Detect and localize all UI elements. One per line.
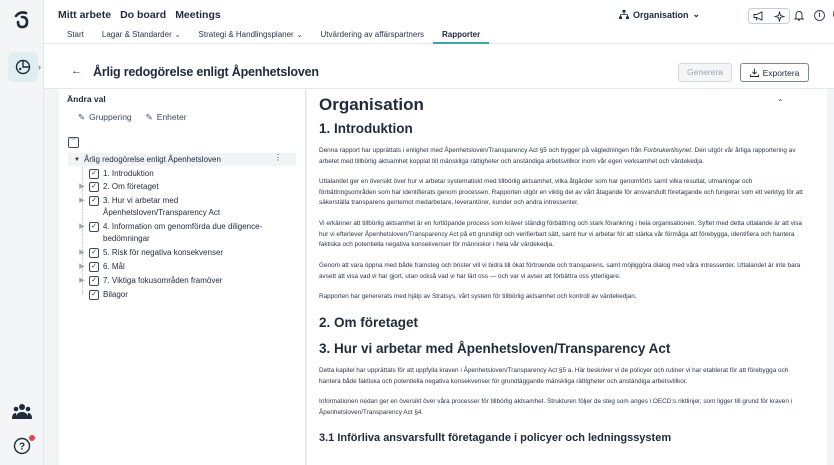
quick-actions-group xyxy=(748,8,790,24)
tree-item[interactable] xyxy=(75,275,283,287)
organisation-selector[interactable] xyxy=(619,9,700,20)
page-title: Årlig redogörelse enligt Åpenhetsloven xyxy=(93,65,319,79)
organisation-label: Organisation xyxy=(633,9,689,20)
reports-nav-item[interactable] xyxy=(8,52,38,82)
tree-item[interactable] xyxy=(75,247,283,259)
panel-actions xyxy=(78,112,187,123)
tree-root-label: Årlig redogörelse enligt Åpenhetsloven xyxy=(83,155,221,164)
kebab-menu-icon[interactable]: ⋮ xyxy=(274,153,282,162)
checkbox-checked[interactable]: ✓ xyxy=(89,290,99,300)
left-rail xyxy=(0,0,44,465)
paragraph: Vi erkänner att tillbörlig aktsamhet är en fortlöpande process som kräver ständig förbättring och stark förankring i hela organisationen. Syftet med detta uttalande är att visa hur vi efterlever Åpenhetsloven/Transparency Act på ett grundligt och verifierbart sätt, samt hur vi arbetar för att stärka vår förmåga att förebygga, identifiera och hantera faktiska och potentiella negativa konsekvenser för människor i hela vår värdekedja. xyxy=(319,220,802,248)
checkbox-checked[interactable]: ✓ xyxy=(89,182,99,192)
info-icon[interactable]: i xyxy=(814,10,825,21)
tree-item[interactable] xyxy=(75,261,283,273)
section-heading: 1. Introduktion xyxy=(319,121,413,136)
triangle-right-icon[interactable]: ▶ xyxy=(79,197,85,204)
help-icon[interactable] xyxy=(13,437,31,455)
double-chevron-icon: ︾ xyxy=(70,139,77,145)
tab-strategi-handlingsplaner[interactable]: Strategi & Handlingsplaner ⌄ xyxy=(198,30,303,39)
download-icon xyxy=(750,68,759,77)
nav-do-board[interactable]: Do board xyxy=(120,9,167,21)
tree-item-label: 7. Viktiga fokusområden framöver xyxy=(103,276,223,285)
paragraph: Uttalandet ger en översikt över hur vi arbetar systematiskt med tillbörlig aktsamhet, vilka åtgärder som har genomförts samt vilka resultat, utmaningar och förbättringsområden som har identifierats genom processen. Rapporten utgör en viktig del av vårt åtagande för ansvarsfullt företagande och fungerar som ett verktyg för att säkerställa transparens gentemot medarbetare, leverantörer, kunder och andra intressenter. xyxy=(319,178,803,206)
export-button[interactable] xyxy=(740,63,809,82)
section-heading: 2. Om företaget xyxy=(319,315,419,330)
tree-item-label: 2. Om företaget xyxy=(103,182,159,191)
bell-icon[interactable] xyxy=(794,10,804,21)
chevron-down-icon: ⌄ xyxy=(692,9,701,19)
triangle-right-icon[interactable]: ▶ xyxy=(79,277,85,284)
paragraph: Genom att vara öppna med både framsteg och brister vill vi bidra till ökat förtroende och transparens, samt möjliggöra dialog med våra intressenter. Uttalandet är inte bara avsett att visa vad vi har gjort, utan också vad vi har lärt oss — och var vi avser att förbättra oss ytterligare. xyxy=(319,262,801,280)
back-arrow-icon[interactable]: ← xyxy=(71,65,82,77)
main-nav xyxy=(58,9,221,21)
tree-item[interactable] xyxy=(75,289,283,301)
tab-lagar-standarder[interactable]: Lagar & Standarder ⌄ xyxy=(101,30,181,39)
tab-utvardering[interactable]: Utvärdering av affärspartners xyxy=(320,30,424,39)
triangle-right-icon[interactable]: ▶ xyxy=(79,249,85,256)
paragraph: Detta kapitel har upprättats för att uppfylla kraven i Åpenhetsloven/Transparency Act §5 a. Här beskriver vi de policyer och rutiner vi har etablerat för att förebygga och hantera både faktiska och potentiella negativa konsekvenser för grundläggande mänskliga rättigheter och anständiga arbetsvillkor. xyxy=(319,367,789,385)
paragraph: Denna rapport har upprättats i enlighet med Åpenhetsloven/Transparency Act §5 och bygger på vägledningen från Forbrukertilsynet. Den utgör vår årliga rapportering av arbetet med tillbörlig aktsamhet kopplat till mänskliga rättigheter och anständiga arbetsvillkor inom vår egen verksamhet och värdekedja. xyxy=(319,147,796,165)
panel-title: Ändra val xyxy=(67,94,106,104)
nav-meetings[interactable]: Meetings xyxy=(175,9,221,21)
paragraph: Rapporten har genererats med hjälp av Stratsys, vårt system för tillbörlig aktsamhet och kontroll av värdekedjan. xyxy=(319,293,637,300)
generate-button[interactable]: Generera xyxy=(678,63,732,82)
triangle-right-icon[interactable]: ▶ xyxy=(79,263,85,270)
subsection-heading: 3.1 Införliva ansvarsfullt företagande i policyer och ledningssystem xyxy=(319,432,672,444)
tree-item-label: 6. Mål xyxy=(103,262,125,271)
svg-text:?: ? xyxy=(18,441,26,453)
tree-item[interactable] xyxy=(75,195,253,219)
tree-item[interactable] xyxy=(75,221,278,245)
checkbox-checked[interactable]: ✓ xyxy=(89,222,99,232)
stratsys-logo[interactable] xyxy=(11,8,33,30)
sub-nav-tabs xyxy=(67,30,489,44)
grouping-button[interactable]: ✎ Gruppering xyxy=(78,112,132,122)
team-icon[interactable] xyxy=(12,402,32,420)
tree-item-label: Bilagor xyxy=(103,290,128,299)
chevron-up-icon[interactable]: ⌃ xyxy=(777,98,784,107)
nav-mitt-arbete[interactable]: Mitt arbete xyxy=(58,9,112,21)
page-header xyxy=(44,44,834,89)
tree-root-row[interactable] xyxy=(68,153,296,166)
tree-item[interactable] xyxy=(75,181,283,193)
tree-item-label: 3. Hur vi arbetar med Åpenhetsloven/Transparency Act xyxy=(103,196,221,217)
collapse-all-button[interactable] xyxy=(68,137,79,148)
checkbox-checked[interactable]: ✓ xyxy=(89,262,99,272)
top-navigation xyxy=(44,0,834,44)
tree-item-label: 5. Risk för negativa konsekvenser xyxy=(103,248,224,257)
megaphone-icon[interactable] xyxy=(753,11,765,21)
triangle-down-icon[interactable]: ▼ xyxy=(74,156,80,163)
triangle-right-icon[interactable]: ▶ xyxy=(79,183,85,190)
export-label: Exportera xyxy=(762,67,800,78)
tab-start[interactable]: Start xyxy=(67,30,84,39)
checkbox-checked[interactable]: ✓ xyxy=(89,196,99,206)
tab-rapporter[interactable]: Rapporter xyxy=(433,30,489,44)
pencil-icon: ✎ xyxy=(78,112,86,122)
section-heading: 3. Hur vi arbetar med Åpenhetsloven/Transparency Act xyxy=(319,341,671,356)
paragraph: Informationen nedan ger en översikt över våra processer för tillbörlig aktsamhet. Strukturen följer de steg som anges i OECD:s riktlinjer, som ligger till grund för kraven i Åpenhetsloven/Transparency Act §4. xyxy=(319,398,793,416)
notification-dot xyxy=(29,435,35,441)
checkbox-checked[interactable]: ✓ xyxy=(89,248,99,258)
tree-item-label: 4. Information om genomförda due diligence-bedömningar xyxy=(103,222,263,243)
chevron-down-icon: ⌄ xyxy=(172,32,181,39)
tree-item-label: 1. Introduktion xyxy=(103,169,154,178)
selection-panel xyxy=(59,89,306,465)
chevron-right-icon[interactable]: › xyxy=(38,62,41,72)
tree-item[interactable] xyxy=(75,168,283,180)
pencil-icon: ✎ xyxy=(145,112,153,122)
chevron-down-icon: ⌄ xyxy=(294,32,303,39)
hierarchy-icon xyxy=(619,10,629,19)
triangle-right-icon[interactable]: ▶ xyxy=(79,223,85,230)
report-icon xyxy=(14,58,32,76)
units-button[interactable]: ✎ Enheter xyxy=(145,112,187,122)
organisation-heading: Organisation xyxy=(319,95,424,114)
sparkle-icon[interactable] xyxy=(774,11,785,22)
report-preview xyxy=(307,89,827,465)
checkbox-checked[interactable]: ✓ xyxy=(89,276,99,286)
checkbox-checked[interactable]: ✓ xyxy=(89,169,99,179)
